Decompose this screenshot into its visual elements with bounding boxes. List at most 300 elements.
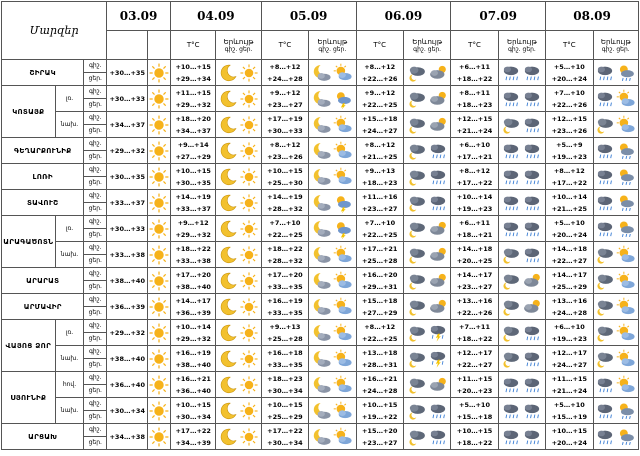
temp-day: +25…+29	[267, 412, 303, 421]
phenomena-cell	[498, 138, 545, 164]
sun-icon	[148, 138, 171, 164]
sun-icon	[239, 193, 259, 213]
temp-cell	[171, 372, 216, 398]
temp-day: +18…+22	[456, 334, 493, 343]
temp-day: +24…+28	[267, 74, 303, 83]
temp-night: +15…+20	[361, 426, 398, 435]
temp-day1: +38…+40	[107, 346, 148, 372]
sun-icon	[239, 115, 259, 135]
day-label: ցեր.	[84, 333, 107, 346]
cloud-rain-icon	[522, 193, 542, 213]
region-name: ԱՐՄԱՎԻՐ	[2, 294, 84, 320]
temp-day: +19…+23	[456, 204, 493, 213]
temp-cell	[261, 112, 308, 138]
night-label: գիշ.	[84, 398, 107, 411]
day-label: ցեր.	[84, 385, 107, 398]
temp-cell	[451, 60, 498, 86]
sun-icon	[239, 427, 259, 447]
temp-day: +22…+26	[551, 100, 588, 109]
day-label: ցեր.	[427, 45, 442, 53]
day-label: ցեր.	[84, 73, 107, 86]
date-header: 03.09	[107, 2, 171, 31]
sun-icon	[148, 320, 171, 346]
cloud-sun-icon	[522, 297, 542, 317]
temp-day: +20…+24	[551, 230, 588, 239]
temp-night: +10…+15	[456, 426, 493, 435]
cloud-rain-icon	[501, 375, 521, 395]
temp-night: +9…+12	[269, 88, 301, 97]
day-label: ցեր.	[84, 229, 107, 242]
phenomena-cell	[593, 190, 639, 216]
subregion-name: նախ.	[55, 112, 84, 138]
temp-night: +13…+16	[551, 296, 588, 305]
temp-cell	[451, 86, 498, 112]
temp-cell	[356, 138, 403, 164]
temp-night: +12…+17	[551, 348, 588, 357]
temp-cell	[546, 190, 593, 216]
sun-icon	[239, 375, 259, 395]
phenomena-cell	[498, 320, 545, 346]
cloud-rain-icon	[522, 219, 542, 239]
temp-day: +38…+40	[175, 360, 211, 369]
temp-cell	[356, 112, 403, 138]
moon-cloud-icon	[312, 193, 332, 213]
phenomena-cell	[309, 372, 356, 398]
moon-cloud-icon	[312, 349, 332, 369]
night-label: գիշ.	[84, 138, 107, 151]
temp-cell	[356, 424, 403, 450]
moon-cloud-icon	[312, 63, 332, 83]
temp-day1: +30…+33	[107, 86, 148, 112]
moon-icon	[218, 375, 238, 395]
temp-day1: +33…+37	[107, 190, 148, 216]
temp-night: +10…+15	[175, 62, 211, 71]
phenomena-cell	[498, 216, 545, 242]
cloud-night-icon	[407, 323, 427, 343]
temp-night: +5…+10	[459, 400, 490, 409]
sun-icon	[239, 89, 259, 109]
temp-day: +19…+23	[551, 334, 588, 343]
night-label: գիշ.	[84, 346, 107, 359]
sun-cloud-icon	[333, 141, 353, 161]
temp-day1: +29…+32	[107, 320, 148, 346]
temp-day: +25…+29	[551, 282, 588, 291]
temp-night: +16…+21	[361, 374, 398, 383]
temp-night: +11…+15	[175, 88, 211, 97]
cloud-rain-icon	[522, 427, 542, 447]
subregion-name: լռ.	[55, 86, 84, 112]
subregion-name: նախ.	[55, 242, 84, 268]
sun-cloud-icon	[616, 375, 636, 395]
temp-day: +22…+26	[456, 308, 493, 317]
temp-day: +27…+29	[175, 152, 211, 161]
phenomena-cell	[593, 164, 639, 190]
phenomena-cell	[403, 398, 450, 424]
temp-cell	[451, 268, 498, 294]
cloud-rain-icon	[595, 375, 615, 395]
temp-day1: +38…+40	[107, 268, 148, 294]
subregion-name: նախ.	[55, 398, 84, 424]
night-label: գիշ.	[84, 294, 107, 307]
temp-day: +20…+25	[456, 256, 493, 265]
day-label: ցեր.	[84, 359, 107, 372]
temp-cell	[356, 398, 403, 424]
temp-cell	[546, 86, 593, 112]
phenomena-cell	[309, 190, 356, 216]
temp-cell	[356, 320, 403, 346]
phenomena-cell	[593, 216, 639, 242]
temp-cell	[356, 164, 403, 190]
temp-day: +21…+25	[551, 204, 588, 213]
temp-night: +6…+11	[459, 218, 490, 227]
temp-day1: +36…+40	[107, 372, 148, 398]
temp-night: +16…+19	[175, 348, 211, 357]
temp-night: +9…+14	[177, 140, 209, 149]
cloud-rain-icon	[522, 245, 542, 265]
temp-header: T°C	[171, 31, 216, 60]
cloud-night-icon	[501, 297, 521, 317]
night-label: գիշ.	[84, 216, 107, 229]
temp-day: +29…+32	[175, 230, 211, 239]
temp-night: +10…+15	[551, 426, 588, 435]
temp-night: +8…+12	[553, 166, 585, 175]
subregion-name: լռ.	[55, 320, 84, 346]
phenomena-cell	[309, 242, 356, 268]
temp-cell	[171, 216, 216, 242]
region-name: ԿՈՏԱՅՔ	[2, 86, 56, 138]
cloud-night-icon	[407, 245, 427, 265]
cloud-night-icon	[595, 245, 615, 265]
temp-cell	[546, 164, 593, 190]
cloud-night-icon	[595, 271, 615, 291]
temp-day: +25…+28	[361, 256, 398, 265]
cloud-rain-icon	[595, 219, 615, 239]
phenomena-cell	[403, 294, 450, 320]
sun-cloud-icon	[616, 89, 636, 109]
temp-cell	[356, 242, 403, 268]
cloud-night-icon	[407, 141, 427, 161]
phenomena-cell	[309, 346, 356, 372]
night-label: գիշ.	[84, 320, 107, 333]
temp-night: +9…+12	[177, 218, 209, 227]
temp-night: +15…+18	[361, 296, 398, 305]
cloud-rain-icon	[428, 427, 448, 447]
temp-day: +27…+29	[361, 308, 398, 317]
sun-cloud-icon	[333, 167, 353, 187]
temp-cell	[171, 320, 216, 346]
temp-day1: +36…+39	[107, 294, 148, 320]
sun-rain-icon	[616, 167, 636, 187]
temp-day: +33…+35	[267, 360, 303, 369]
day-label: ցեր.	[332, 45, 347, 53]
temp-night: +10…+14	[456, 192, 493, 201]
night-label: գիշ.	[84, 86, 107, 99]
cloud-night-icon	[407, 427, 427, 447]
temp-day: +21…+24	[456, 126, 493, 135]
temp-day1: +33…+38	[107, 242, 148, 268]
moon-icon	[218, 427, 238, 447]
temp-cell	[171, 242, 216, 268]
temp-cell	[546, 398, 593, 424]
temp-day: +30…+35	[175, 178, 211, 187]
day-label: ցեր.	[84, 437, 107, 450]
region-name: ԱՐԱՐԱՏ	[2, 268, 84, 294]
temp-day: +30…+34	[267, 386, 303, 395]
sun-icon	[239, 349, 259, 369]
sun-rain-icon	[616, 63, 636, 83]
temp-night: +8…+12	[364, 322, 396, 331]
temp-cell	[171, 398, 216, 424]
sun-rain-icon	[616, 219, 636, 239]
date-1-empty	[107, 31, 148, 60]
region-name: ԱՐԱԳԱԾՈՏՆ	[2, 216, 56, 268]
cloud-rain-icon	[522, 401, 542, 421]
cloud-night-icon	[501, 245, 521, 265]
temp-cell	[451, 190, 498, 216]
sun-cloud-icon	[333, 401, 353, 421]
temp-day: +22…+27	[551, 256, 588, 265]
sun-icon	[148, 164, 171, 190]
temp-cell	[546, 268, 593, 294]
temp-header: T°C	[261, 31, 308, 60]
temp-day: +33…+35	[267, 282, 303, 291]
temp-day: +29…+34	[175, 74, 211, 83]
temp-cell	[451, 242, 498, 268]
temp-cell	[261, 268, 308, 294]
temp-night: +10…+14	[175, 322, 211, 331]
temp-cell	[451, 294, 498, 320]
temp-header: T°C	[356, 31, 403, 60]
sun-icon	[148, 268, 171, 294]
cloud-sun-icon	[428, 375, 448, 395]
temp-cell	[356, 294, 403, 320]
date-header: 04.09	[171, 2, 262, 31]
cloud-night-icon	[407, 167, 427, 187]
cloud-sun-icon	[428, 89, 448, 109]
temp-day: +22…+25	[361, 334, 398, 343]
phenomena-label: Երևույթ	[223, 37, 254, 46]
night-label: գիշ.	[84, 424, 107, 437]
phenomena-cell	[309, 294, 356, 320]
night-label: գիշ.	[601, 45, 615, 53]
moon-cloud-icon	[312, 89, 332, 109]
temp-cell	[546, 346, 593, 372]
temp-day: +28…+32	[267, 204, 303, 213]
temp-night: +5…+10	[553, 62, 585, 71]
phenomena-cell	[403, 268, 450, 294]
temp-day: +18…+22	[456, 74, 493, 83]
temp-day: +38…+40	[175, 282, 211, 291]
temp-night: +12…+15	[456, 114, 493, 123]
cloud-rain-icon	[501, 219, 521, 239]
sun-cloud-icon	[333, 63, 353, 83]
cloud-rain-icon	[522, 115, 542, 135]
temp-day: +29…+32	[175, 100, 211, 109]
temp-cell	[261, 320, 308, 346]
phenomena-cell	[216, 164, 261, 190]
moon-cloud-icon	[312, 245, 332, 265]
temp-cell	[171, 268, 216, 294]
temp-cell	[546, 320, 593, 346]
night-label: գիշ.	[318, 45, 332, 53]
moon-icon	[218, 167, 238, 187]
cloud-rain-icon	[595, 141, 615, 161]
temp-night: +8…+12	[269, 140, 301, 149]
day-label: ցեր.	[239, 45, 253, 53]
temp-night: +16…+20	[361, 270, 398, 279]
temp-night: +16…+19	[267, 296, 303, 305]
temp-night: +10…+15	[267, 166, 303, 175]
cloud-night-icon	[407, 219, 427, 239]
phenomena-cell	[309, 268, 356, 294]
phenomena-header	[498, 31, 545, 60]
cloud-rain-icon	[595, 167, 615, 187]
temp-night: +14…+17	[551, 270, 588, 279]
temp-day: +22…+25	[361, 100, 398, 109]
cloud-rain-icon	[522, 349, 542, 369]
temp-cell	[171, 138, 216, 164]
temp-day1: +30…+35	[107, 164, 148, 190]
temp-day: +24…+28	[361, 386, 398, 395]
night-label: գիշ.	[84, 112, 107, 125]
temp-day: +20…+24	[551, 438, 588, 447]
sun-icon	[239, 167, 259, 187]
sun-icon	[148, 86, 171, 112]
temp-day1: +34…+38	[107, 424, 148, 450]
moon-icon	[218, 63, 238, 83]
cloud-rain-icon	[522, 89, 542, 109]
temp-night: +14…+17	[456, 270, 493, 279]
phenomena-label: Երևույթ	[317, 37, 348, 46]
phenomena-label: Երևույթ	[412, 37, 442, 46]
temp-cell	[171, 346, 216, 372]
temp-cell	[261, 372, 308, 398]
temp-cell	[261, 242, 308, 268]
temp-cell	[546, 424, 593, 450]
phenomena-cell	[593, 60, 639, 86]
cloud-night-icon	[407, 271, 427, 291]
night-day-label	[404, 46, 450, 53]
temp-night: +15…+18	[361, 114, 398, 123]
temp-day: +34…+39	[175, 438, 211, 447]
temp-night: +11…+15	[456, 374, 493, 383]
phenomena-cell	[216, 60, 261, 86]
sun-cloud-icon	[616, 271, 636, 291]
temp-cell	[171, 164, 216, 190]
temp-cell	[451, 398, 498, 424]
moon-cloud-icon	[312, 167, 332, 187]
cloud-rain-icon	[501, 89, 521, 109]
night-day-label	[499, 46, 545, 53]
night-label: գիշ.	[84, 60, 107, 73]
temp-cell	[261, 294, 308, 320]
temp-day: +17…+21	[456, 152, 493, 161]
sun-icon	[239, 63, 259, 83]
temp-cell	[546, 294, 593, 320]
temp-night: +13…+18	[361, 348, 398, 357]
cloud-rain-icon	[501, 427, 521, 447]
cloud-rain-icon	[428, 167, 448, 187]
phenomena-cell	[309, 138, 356, 164]
temp-night: +11…+16	[361, 192, 398, 201]
sun-rain-icon	[616, 427, 636, 447]
cloud-rain-icon	[522, 375, 542, 395]
temp-day: +18…+23	[361, 178, 398, 187]
temp-day: +30…+34	[267, 438, 303, 447]
cloud-sun-icon	[428, 297, 448, 317]
sun-cloud-icon	[616, 297, 636, 317]
temp-day: +25…+30	[267, 178, 303, 187]
region-name: ՍՅՈՒՆԻՔ	[2, 372, 56, 424]
temp-night: +17…+20	[267, 270, 303, 279]
phenomena-cell	[216, 216, 261, 242]
sun-icon	[239, 245, 259, 265]
phenomena-cell	[403, 216, 450, 242]
temp-night: +17…+22	[175, 426, 211, 435]
subregion-name: հով.	[55, 372, 84, 398]
temp-cell	[356, 190, 403, 216]
date-header: 07.09	[451, 2, 546, 31]
sun-cloud-icon	[333, 115, 353, 135]
moon-icon	[218, 323, 238, 343]
cloud-rain-icon	[522, 167, 542, 187]
temp-day: +15…+19	[551, 412, 588, 421]
cloud-night-icon	[407, 349, 427, 369]
day-label: ցեր.	[84, 125, 107, 138]
subregion-name: նախ.	[55, 346, 84, 372]
phenomena-label: Երևույթ	[600, 37, 631, 46]
temp-night: +18…+22	[175, 244, 211, 253]
cloud-rain-icon	[595, 427, 615, 447]
cloud-rain-icon	[595, 401, 615, 421]
phenomena-cell	[403, 138, 450, 164]
temp-night: +5…+10	[553, 400, 585, 409]
phenomena-cell	[309, 398, 356, 424]
moon-icon	[218, 193, 238, 213]
temp-day: +33…+37	[175, 204, 211, 213]
temp-day: +29…+31	[361, 282, 398, 291]
temp-cell	[261, 164, 308, 190]
sun-cloud-icon	[333, 323, 353, 343]
cloud-rain-icon	[428, 141, 448, 161]
temp-night: +16…+21	[175, 374, 211, 383]
temp-night: +17…+19	[267, 114, 303, 123]
temp-header: T°C	[546, 31, 593, 60]
cloud-rain-icon	[522, 141, 542, 161]
phenomena-cell	[593, 86, 639, 112]
temp-day: +30…+33	[267, 126, 303, 135]
temp-cell	[356, 268, 403, 294]
cloud-night-icon	[595, 115, 615, 135]
moon-cloud-icon	[312, 323, 332, 343]
temp-day: +24…+28	[551, 308, 588, 317]
temp-cell	[261, 190, 308, 216]
phenomena-cell	[216, 138, 261, 164]
phenomena-cell	[216, 242, 261, 268]
temp-night: +8…+12	[459, 166, 490, 175]
moon-icon	[218, 245, 238, 265]
temp-night: +13…+16	[456, 296, 493, 305]
phenomena-cell	[309, 112, 356, 138]
sun-icon	[239, 141, 259, 161]
cloud-night-icon	[407, 297, 427, 317]
night-day-label	[594, 46, 639, 53]
temp-night: +5…+10	[553, 218, 585, 227]
temp-day: +15…+18	[456, 412, 493, 421]
sun-cloud-icon	[333, 271, 353, 291]
moon-icon	[218, 297, 238, 317]
temp-cell	[356, 216, 403, 242]
